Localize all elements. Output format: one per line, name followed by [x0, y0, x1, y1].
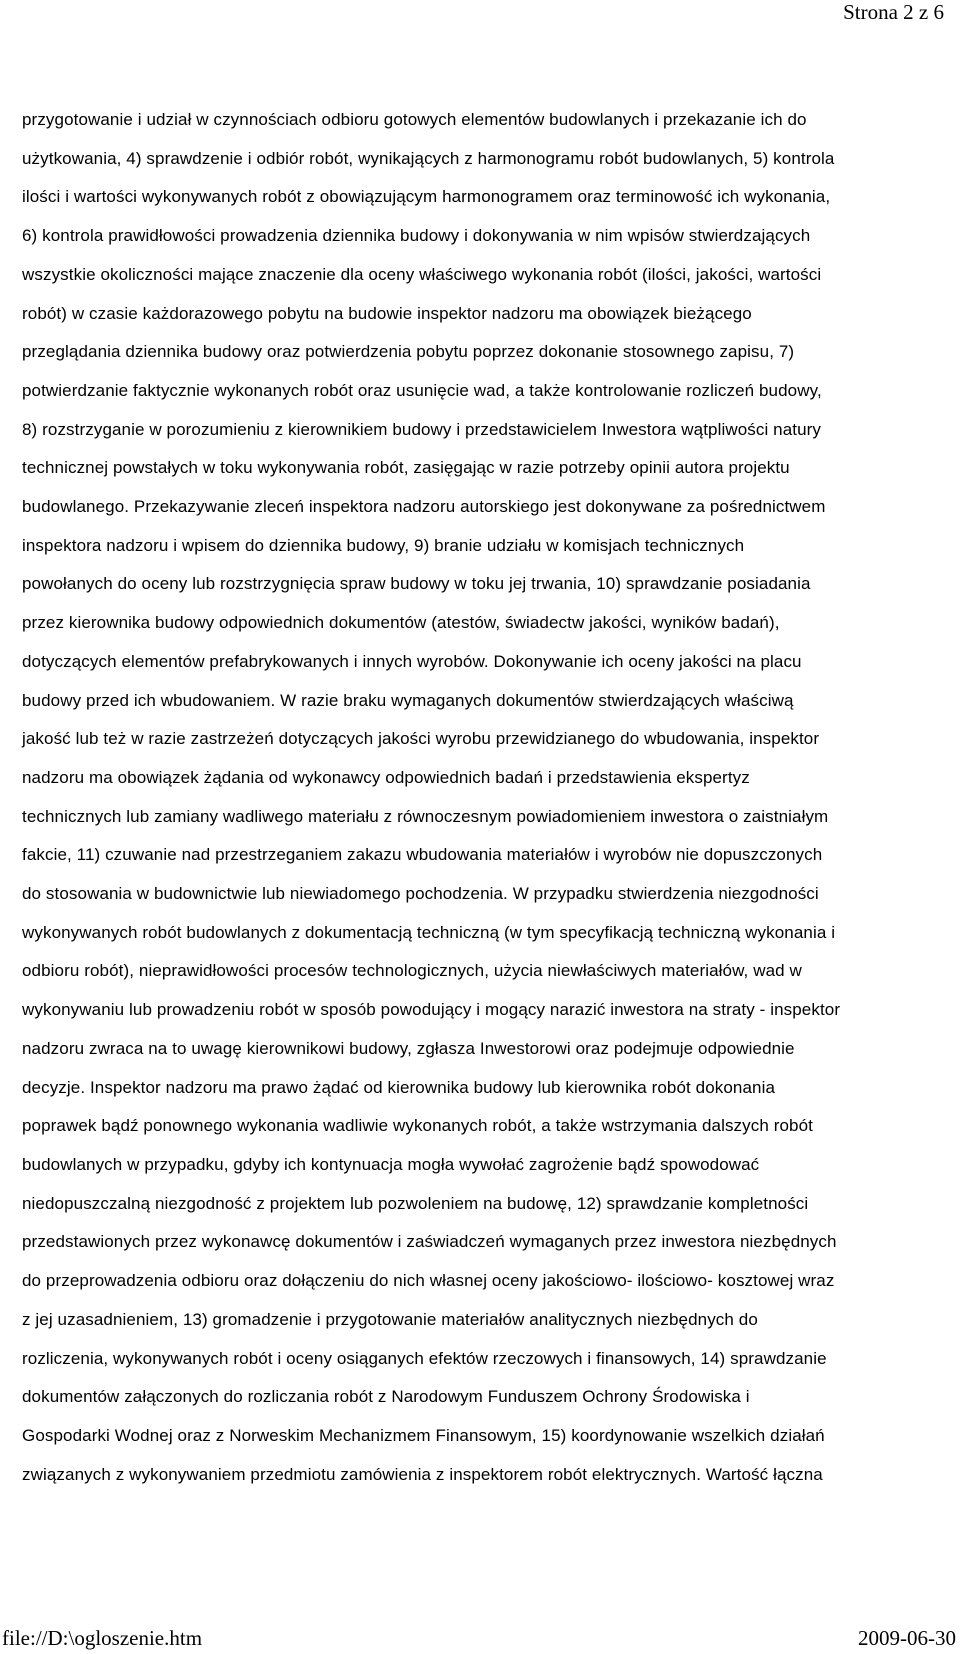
footer-file-path: file://D:\ogloszenie.htm — [2, 1626, 203, 1650]
footer-date: 2009-06-30 — [858, 1626, 956, 1650]
page-footer — [0, 1625, 960, 1651]
page-number-header: Strona 2 z 6 — [843, 0, 944, 24]
document-body-text: przygotowanie i udział w czynnościach odbioru gotowych elementów budowlanych i przekazanie ich do użytkowania, 4) sprawdzenie i odbiór robót, wynikających z harmonogramu robót budowlanych, 5) kontrola ilości i wartości wykonywanych robót z obowiązującym harmonogramem oraz terminowość ich wykonania, 6) kontrola prawidłowości prowadzenia dziennika budowy i dokonywania w nim wpisów stwierdzających wszystkie okoliczności mające znaczenie dla oceny właściwego wykonania robót (ilości, jakości, wartości robót) w czasie każdorazowego pobytu na budowie inspektor nadzoru ma obowiązek bieżącego przeglądania dziennika budowy oraz potwierdzenia pobytu poprzez dokonanie stosownego zapisu, 7) potwierdzanie faktycznie wykonanych robót oraz usunięcie wad, a także kontrolowanie rozliczeń budowy, 8) rozstrzyganie w porozumieniu z kierownikiem budowy i przedstawicielem Inwestora wątpliwości natury technicznej powstałych w toku wykonywania robót, zasięgając w razie potrzeby opinii autora projektu budowlanego. Przekazywanie zleceń inspektora nadzoru autorskiego jest dokonywane za pośrednictwem inspektora nadzoru i wpisem do dziennika budowy, 9) branie udziału w komisjach technicznych powołanych do oceny lub rozstrzygnięcia spraw budowy w toku jej trwania, 10) sprawdzanie posiadania przez kierownika budowy odpowiednich dokumentów (atestów, świadectw jakości, wyników badań), dotyczących elementów prefabrykowanych i innych wyrobów. Dokonywanie ich oceny jakości na placu budowy przed ich wbudowaniem. W razie braku wymaganych dokumentów stwierdzających właściwą jakość lub też w razie zastrzeżeń dotyczących jakości wyrobu przewidzianego do wbudowania, inspektor nadzoru ma obowiązek żądania od wykonawcy odpowiednich badań i przedstawienia ekspertyz technicznych lub zamiany wadliwego materiału z równoczesnym powiadomieniem inwestora o zaistniałym fakcie, 11) czuwanie nad przestrzeganiem zakazu wbudowania materiałów i wyrobów nie dopuszczonych do stosowania w budownictwie lub niewiadomego pochodzenia. W przypadku stwierdzenia niezgodności wykonywanych robót budowlanych z dokumentacją techniczną (w tym specyfikacją techniczną wykonania i odbioru robót), nieprawidłowości procesów technologicznych, użycia niewłaściwych materiałów, wad w wykonywaniu lub prowadzeniu robót w sposób powodujący i mogący narazić inwestora na straty - inspektor nadzoru zwraca na to uwagę kierownikowi budowy, zgłasza Inwestorowi oraz podejmuje odpowiednie decyzje. Inspektor nadzoru ma prawo żądać od kierownika budowy lub kierownika robót dokonania poprawek bądź ponownego wykonania wadliwie wykonanych robót, a także wstrzymania dalszych robót budowlanych w przypadku, gdyby ich kontynuacja mogła wywołać zagrożenie bądź spowodować niedopuszczalną niezgodność z projektem lub pozwoleniem na budowę, 12) sprawdzanie kompletności przedstawionych przez wykonawcę dokumentów i zaświadczeń wymaganych przez inwestora niezbędnych do przeprowadzenia odbioru oraz dołączeniu do nich własnej oceny jakościowo- ilościowo- kosztowej wraz z jej uzasadnieniem, 13) gromadzenie i przygotowanie materiałów analitycznych niezbędnych do rozliczenia, wykonywanych robót i oceny osiąganych efektów rzeczowych i finansowych, 14) sprawdzanie dokumentów załączonych do rozliczania robót z Narodowym Funduszem Ochrony Środowiska i Gospodarki Wodnej oraz z Norweskim Mechanizmem Finansowym, 15) koordynowanie wszelkich działań związanych z wykonywaniem przedmiotu zamówienia z inspektorem robót elektrycznych. Wartość łączna — [22, 110, 841, 1484]
